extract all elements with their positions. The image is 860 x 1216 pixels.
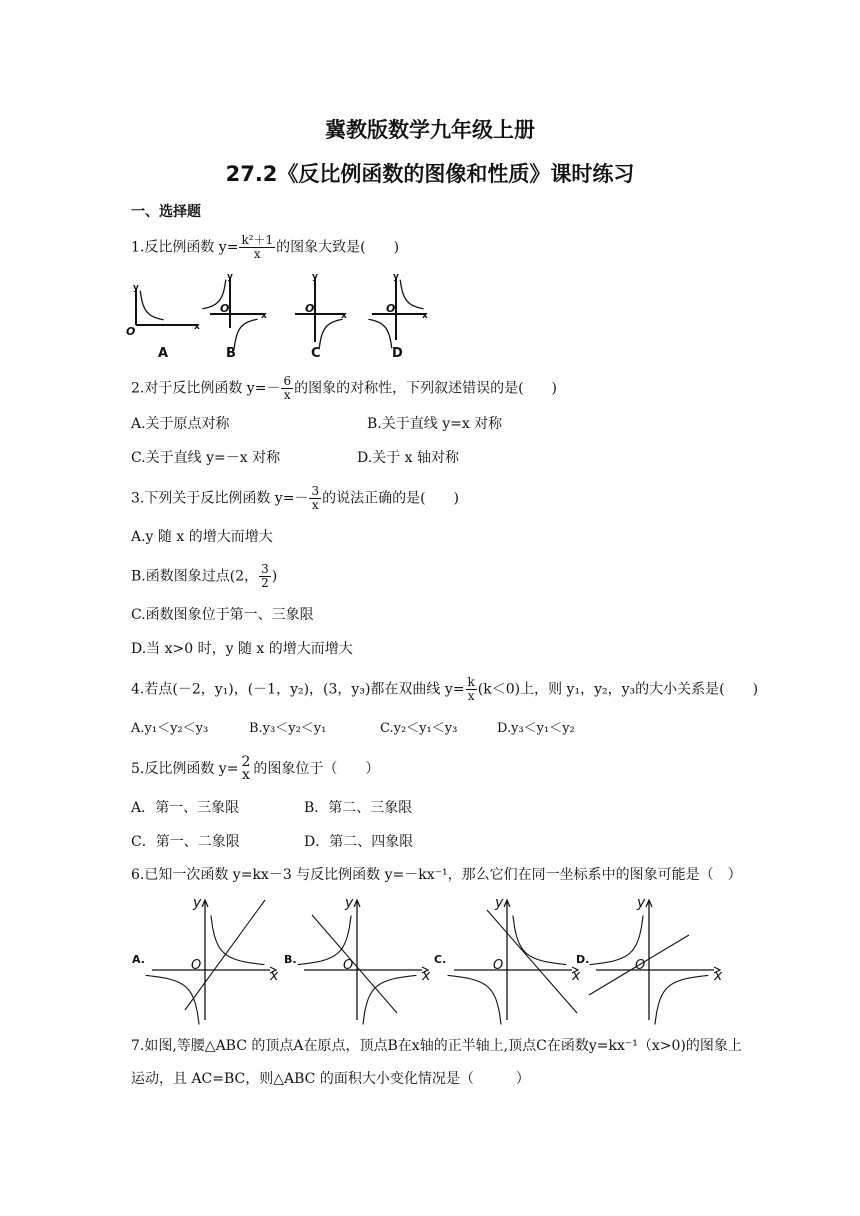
question-2 xyxy=(131,375,557,402)
q4-fraction xyxy=(466,676,477,703)
q1-graph-2-origin: O xyxy=(305,302,315,315)
q3-den: x xyxy=(311,498,319,512)
q4-den: x xyxy=(467,689,475,703)
q5-pre: 5.反比例函数 y= xyxy=(131,761,239,777)
q6-graph-2-curve-1 xyxy=(448,976,502,1025)
q6-graph-1-x-label: x xyxy=(422,968,431,984)
q5-option-b[interactable]: B．第二、三象限 xyxy=(304,800,413,816)
q1-post: 的图象大致是( ) xyxy=(276,239,400,256)
q4-num: k xyxy=(467,675,475,689)
q3-option-d[interactable]: D.当 x>0 时，y 随 x 的增大而增大 xyxy=(131,641,353,657)
q5-post: 的图象位于（ ） xyxy=(253,761,380,777)
q1-graph-2-curve-0 xyxy=(319,319,342,348)
q6-graph-3-x-label: x xyxy=(714,968,723,984)
q1-graphs xyxy=(125,272,445,367)
q6-graph-0-label: A. xyxy=(132,953,145,966)
question-1 xyxy=(131,234,399,261)
q2-post: 的图象的对称性，下列叙述错误的是( ) xyxy=(294,380,558,397)
q6-graph-2-label: C. xyxy=(434,953,447,966)
q1-graph-3-y-label: y xyxy=(393,272,399,282)
q6-graph-1-label: B. xyxy=(284,953,297,966)
q6-graph-0-origin: O xyxy=(191,958,202,973)
q6-graph-2-origin: O xyxy=(493,958,504,973)
q6-graph-1-y-label: y xyxy=(345,895,354,911)
q6-graph-0-curve-1 xyxy=(146,976,200,1025)
q3-option-b[interactable] xyxy=(131,563,277,590)
q3-option-a[interactable]: A.y 随 x 的增大而增大 xyxy=(131,529,273,545)
q6-graph-2-x-label: x xyxy=(572,968,581,984)
q1-graph-2-label: C xyxy=(311,346,321,361)
q4-option-a[interactable]: A.y₁＜y₂＜y₃ xyxy=(131,721,209,736)
q6-graph-2-y-label: y xyxy=(495,895,504,911)
q5-den: x xyxy=(241,767,250,783)
q3-b-pre: B.函数图象过点(2， xyxy=(131,568,259,585)
q1-graph-1-x-label: x xyxy=(261,311,267,321)
q3-b-post: ) xyxy=(271,568,278,585)
q3-b-den: 2 xyxy=(261,576,269,590)
q3-pre: 3.下列关于反比例函数 y=－ xyxy=(131,490,309,507)
q1-graph-1-curve-1 xyxy=(234,319,257,348)
q1-graph-3-x-label: x xyxy=(422,311,428,321)
q1-graph-3-curve-0 xyxy=(400,280,423,309)
q6-graph-3-label: D. xyxy=(576,953,590,966)
q6-graph-3-curve-1 xyxy=(655,976,709,1025)
q1-graph-1-origin: O xyxy=(220,302,230,315)
q1-graph-1-label: B xyxy=(226,346,236,361)
q3-num: 3 xyxy=(311,484,320,498)
q5-fraction xyxy=(239,756,252,782)
q2-fraction xyxy=(281,375,293,402)
q1-graph-0-y-label: y xyxy=(133,283,139,293)
q4-option-c[interactable]: C.y₂＜y₁＜y₃ xyxy=(380,721,458,736)
q6-graphs xyxy=(130,895,730,1025)
q6-graph-2-curve-0 xyxy=(513,916,567,965)
q1-graph-3-label: D xyxy=(392,346,403,361)
q5-option-c[interactable]: C．第一、二象限 xyxy=(131,834,240,850)
q1-graph-0-origin: O xyxy=(126,325,136,338)
q6-graph-0-line xyxy=(185,900,265,1010)
q1-graph-1-y-label: y xyxy=(227,272,233,282)
q3-b-fraction xyxy=(259,563,271,590)
q4-post: (k＜0)上，则 y₁，y₂，y₃的大小关系是( ) xyxy=(477,681,759,698)
q6-graph-0-curve-0 xyxy=(211,916,265,965)
q1-graph-3-curve-1 xyxy=(368,319,391,348)
q2-option-b[interactable]: B.关于直线 y=x 对称 xyxy=(367,416,503,432)
question-5 xyxy=(131,756,379,782)
section-heading: 一、选择题 xyxy=(131,204,201,220)
q6-graph-0-x-label: x xyxy=(270,968,279,984)
q4-option-b[interactable]: B.y₃＜y₂＜y₁ xyxy=(249,721,327,736)
q2-den: x xyxy=(283,388,291,402)
q1-graph-0-curve-0 xyxy=(140,291,163,320)
question-6: 6.已知一次函数 y=kx－3 与反比例函数 y=－kx⁻¹，那么它们在同一坐标系中的图象可能是（ ） xyxy=(131,867,742,883)
question-7-line-2: 运动，且 AC=BC，则△ABC 的面积大小变化情况是（ ） xyxy=(131,1071,530,1087)
q5-option-d[interactable]: D．第二、四象限 xyxy=(304,834,414,850)
q6-graph-1-origin: O xyxy=(343,958,354,973)
q2-pre: 2.对于反比例函数 y=－ xyxy=(131,380,281,397)
q1-graph-0-x-label: x xyxy=(194,322,200,332)
q6-graph-3-y-label: y xyxy=(637,895,646,911)
q1-graph-3-origin: O xyxy=(386,302,396,315)
q5-option-a[interactable]: A．第一、三象限 xyxy=(131,800,240,816)
q6-graph-0-y-label: y xyxy=(193,895,202,911)
page-title: 冀教版数学九年级上册 xyxy=(325,118,535,142)
page-subtitle: 27.2《反比例函数的图像和性质》课时练习 xyxy=(225,162,635,186)
q6-graph-1-line xyxy=(312,915,397,1013)
q4-pre: 4.若点(－2，y₁)，(－1，y₂)，(3，y₃)都在双曲线 y= xyxy=(131,681,465,698)
q2-option-c[interactable]: C.关于直线 y=－x 对称 xyxy=(131,450,281,466)
question-3 xyxy=(131,485,459,512)
q2-option-d[interactable]: D.关于 x 轴对称 xyxy=(357,450,459,466)
q3-post: 的说法正确的是( ) xyxy=(322,490,460,507)
q1-fraction xyxy=(239,234,275,261)
q4-option-d[interactable]: D.y₃＜y₁＜y₂ xyxy=(497,721,575,736)
q1-graph-2-x-label: x xyxy=(341,311,347,321)
q1-den: x xyxy=(253,247,261,261)
q5-num: 2 xyxy=(241,754,251,770)
question-7-line-1: 7.如图,等腰△ABC 的顶点A在原点，顶点B在x轴的正半轴上,顶点C在函数y=kx⁻¹（x>0)的图象上 xyxy=(131,1038,742,1054)
q2-option-a[interactable]: A.关于原点对称 xyxy=(131,416,230,432)
q2-num: 6 xyxy=(283,374,292,388)
q1-graph-2-y-label: y xyxy=(312,272,318,282)
question-4 xyxy=(131,676,758,703)
q1-pre: 1.反比例函数 y= xyxy=(131,239,239,256)
q1-num: k²＋1 xyxy=(241,233,274,247)
q3-option-c[interactable]: C.函数图象位于第一、三象限 xyxy=(131,607,314,623)
q3-b-num: 3 xyxy=(261,562,269,576)
q1-graph-0-label: A xyxy=(158,346,169,361)
q6-graph-3-origin: O xyxy=(635,958,646,973)
q3-fraction xyxy=(309,485,321,512)
